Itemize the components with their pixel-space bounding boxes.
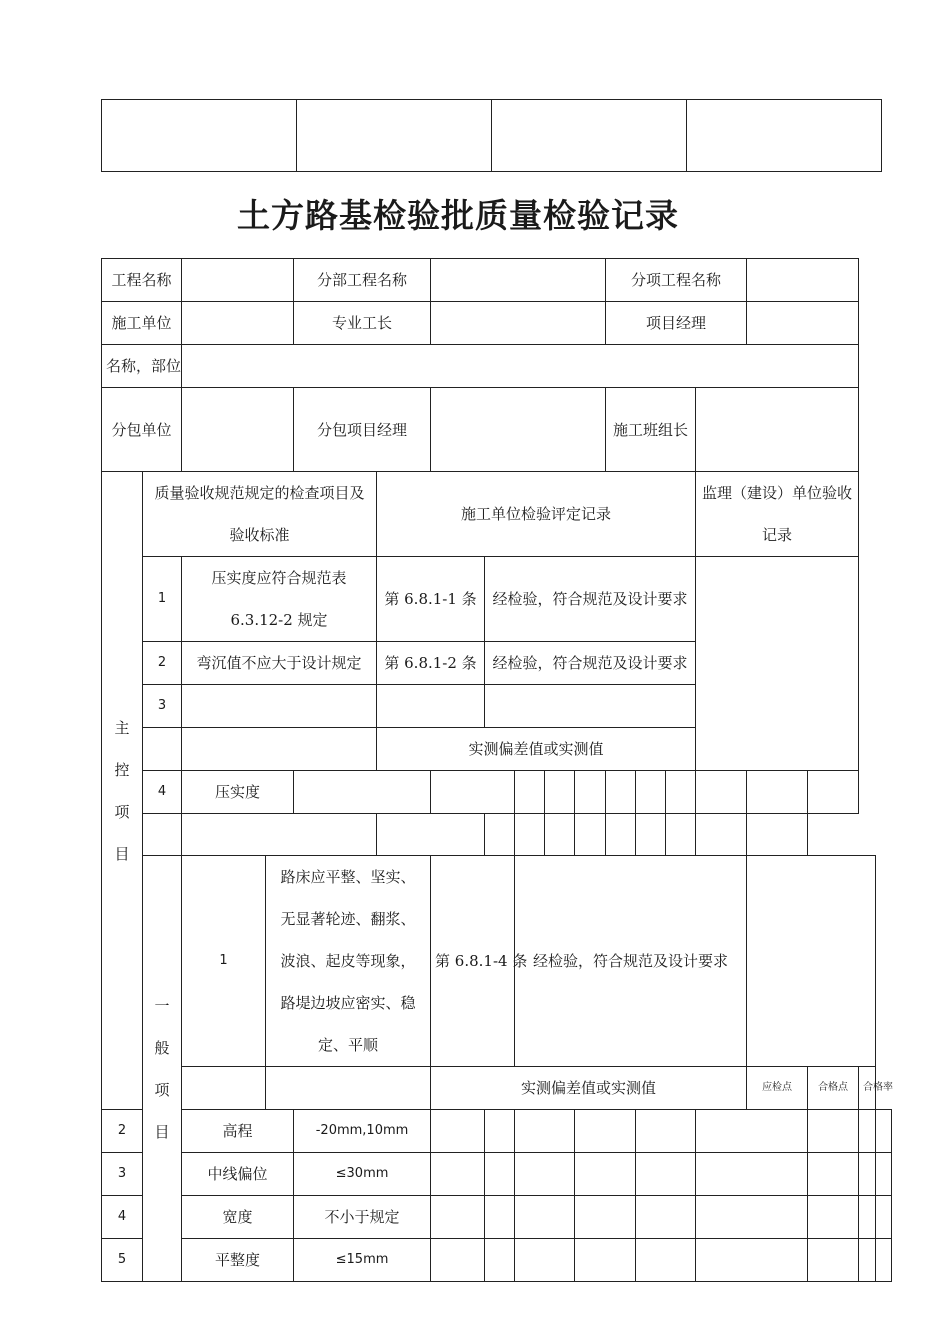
mc-measure-cell[interactable] [515,771,545,814]
mc-row2-result: 经检验，符合规范及设计要求 [485,642,696,685]
mc-row1-item: 压实度应符合规范表 6.3.12-2 规定 [182,557,377,642]
mc-row1-no: 1 [143,557,182,642]
gen-qualified-points-value[interactable] [859,1196,875,1239]
gen-row5-tolerance: ≤15mm [294,1239,431,1282]
mc-row1-result: 经检验，符合规范及设计要求 [485,557,696,642]
gen-qualified-points-value[interactable] [859,1110,875,1153]
gen-qualified-points-value[interactable] [859,1239,875,1282]
mc-blank-item[interactable] [182,814,377,856]
item-project-value[interactable] [747,259,859,302]
mc-measure-cell[interactable] [575,814,606,856]
gen-row1-no: 1 [182,856,266,1067]
gen-measure-cell[interactable] [431,1153,485,1196]
mc-measure-cell[interactable] [636,771,666,814]
gen-row2-item: 高程 [182,1110,294,1153]
top-box-cell [687,100,881,171]
gen-measure-cell[interactable] [431,1196,485,1239]
mc-row2-no: 2 [143,642,182,685]
mc-row1-clause: 第 6.8.1-1 条 [377,557,485,642]
foreman-value[interactable] [431,302,606,345]
item-project-label: 分项工程名称 [606,259,747,302]
subcontract-pm-label: 分包项目经理 [294,388,431,472]
foreman-label: 专业工长 [294,302,431,345]
gen-row3-item: 中线偏位 [182,1153,294,1196]
gen-measure-cell[interactable] [515,1110,575,1153]
mc-measure-cell[interactable] [545,771,575,814]
mc-row3-result[interactable] [485,685,696,728]
gen-measure-cell[interactable] [485,1110,515,1153]
gen-measured-item [266,1067,431,1110]
project-manager-label: 项目经理 [606,302,747,345]
general-section-label: 一般项目 [143,856,182,1282]
gen-should-check-value[interactable] [808,1196,859,1239]
team-leader-label: 施工班组长 [606,388,696,472]
gen-row1-item: 路床应平整、坚实、无显著轮迹、翻浆、波浪、起皮等现象，路堤边坡应密实、稳定、平顺 [266,856,431,1067]
mc-measure-cell[interactable] [636,814,666,856]
mc-blank-rate[interactable] [747,814,808,856]
top-box-cell [492,100,687,171]
mc-blank-value[interactable] [377,814,485,856]
gen-measure-cell[interactable] [515,1153,575,1196]
mc-blank-no [143,814,182,856]
gen-row2-tolerance: -20mm,10mm [294,1110,431,1153]
project-name-label: 工程名称 [102,259,182,302]
supervision-header: 监理（建设）单位验收记录 [696,472,859,557]
top-box-cell [297,100,492,171]
subcontract-unit-value[interactable] [182,388,294,472]
gen-row3-tolerance: ≤30mm [294,1153,431,1196]
gen-row4-tolerance: 不小于规定 [294,1196,431,1239]
gen-should-check-value[interactable] [808,1153,859,1196]
gen-measure-cell[interactable] [515,1239,575,1282]
gen-measure-cell[interactable] [636,1196,696,1239]
sub-project-label: 分部工程名称 [294,259,431,302]
gen-row1-result: 经检验，符合规范及设计要求 [515,856,747,1067]
gen-qualified-rate-value[interactable] [875,1153,891,1196]
gen-measure-cell[interactable] [575,1196,636,1239]
mc-qualified-points-value[interactable] [747,771,808,814]
mc-measure-cell[interactable] [606,771,636,814]
gen-measured-no [182,1067,266,1110]
mc-blank-check[interactable] [666,814,696,856]
construction-unit-value[interactable] [182,302,294,345]
mc-supervision-record[interactable] [696,557,859,771]
gen-measure-cell[interactable] [431,1110,485,1153]
gen-measure-cell[interactable] [575,1110,636,1153]
gen-qualified-rate-value[interactable] [875,1110,891,1153]
gen-measure-cell[interactable] [636,1153,696,1196]
mc-row3-item[interactable] [182,685,377,728]
subcontract-pm-value[interactable] [431,388,606,472]
gen-qualified-rate-value[interactable] [875,1239,891,1282]
mc-qualified-rate-value[interactable] [808,771,859,814]
gen-should-check-label: 应检点 [747,1067,808,1110]
page-title: 土方路基检验批质量检验记录 [237,196,679,235]
gen-measure-cell[interactable] [696,1196,808,1239]
gen-qualified-rate-value[interactable] [875,1196,891,1239]
gen-qualified-points-label: 合格点 [808,1067,859,1110]
gen-measure-cell[interactable] [431,1239,485,1282]
team-leader-value[interactable] [696,388,859,472]
mc-row4-item: 压实度 [182,771,294,814]
gen-row2-no: 2 [102,1110,143,1153]
gen-row4-no: 4 [102,1196,143,1239]
gen-should-check-value[interactable] [808,1239,859,1282]
subcontract-unit-label: 分包单位 [102,388,182,472]
mc-measure-cell[interactable] [545,814,575,856]
gen-measure-cell[interactable] [636,1239,696,1282]
standard-header: 质量验收规范规定的检查项目及验收标准 [143,472,377,557]
construction-record-header: 施工单位检验评定记录 [377,472,696,557]
gen-measured-header: 实测偏差值或实测值 [431,1067,747,1110]
mc-blank-qualified[interactable] [696,814,747,856]
mc-measured-header: 实测偏差值或实测值 [377,728,696,771]
mc-row3-no: 3 [143,685,182,728]
mc-measure-cell[interactable] [575,771,606,814]
project-manager-value[interactable] [747,302,859,345]
gen-measure-cell[interactable] [485,1239,515,1282]
gen-row3-no: 3 [102,1153,143,1196]
gen-measure-cell[interactable] [636,1110,696,1153]
project-name-value[interactable] [182,259,294,302]
gen-measure-cell[interactable] [696,1153,808,1196]
mc-measure-cell[interactable] [666,771,696,814]
gen-measure-cell[interactable] [575,1239,636,1282]
mc-row3-clause[interactable] [377,685,485,728]
mc-should-check-value[interactable] [696,771,747,814]
gen-row5-item: 平整度 [182,1239,294,1282]
name-location-value[interactable] [182,345,859,388]
main-control-section-label: 主控项目 [102,472,143,1110]
mc-row2-clause: 第 6.8.1-2 条 [377,642,485,685]
mc-measured-no [143,728,182,771]
mc-row2-item: 弯沉值不应大于设计规定 [182,642,377,685]
gen-measure-cell[interactable] [485,1153,515,1196]
construction-unit-label: 施工单位 [102,302,182,345]
mc-measure-cell[interactable] [485,814,515,856]
gen-measure-cell[interactable] [485,1196,515,1239]
gen-should-check-value[interactable] [808,1110,859,1153]
mc-measure-cell[interactable] [515,814,545,856]
gen-measure-cell[interactable] [575,1153,636,1196]
mc-measure-cell[interactable] [606,814,636,856]
gen-measure-cell[interactable] [515,1196,575,1239]
gen-measure-cell[interactable] [696,1110,808,1153]
gen-supervision-record[interactable] [747,856,875,1067]
top-blank-box [101,99,882,172]
mc-row4-standard[interactable] [294,771,431,814]
gen-row5-no: 5 [102,1239,143,1282]
mc-row4-no: 4 [143,771,182,814]
top-box-cell [102,100,297,171]
gen-qualified-rate-label: 合格率 [859,1067,875,1110]
gen-measure-cell[interactable] [696,1239,808,1282]
mc-measured-item [182,728,377,771]
gen-row1-clause: 第 6.8.1-4 条 [431,856,515,1067]
sub-project-value[interactable] [431,259,606,302]
gen-qualified-points-value[interactable] [859,1153,875,1196]
inspection-record-table [101,258,892,1282]
gen-row4-item: 宽度 [182,1196,294,1239]
mc-row4-value[interactable] [431,771,515,814]
name-location-label: 名称，部位 [102,345,182,388]
